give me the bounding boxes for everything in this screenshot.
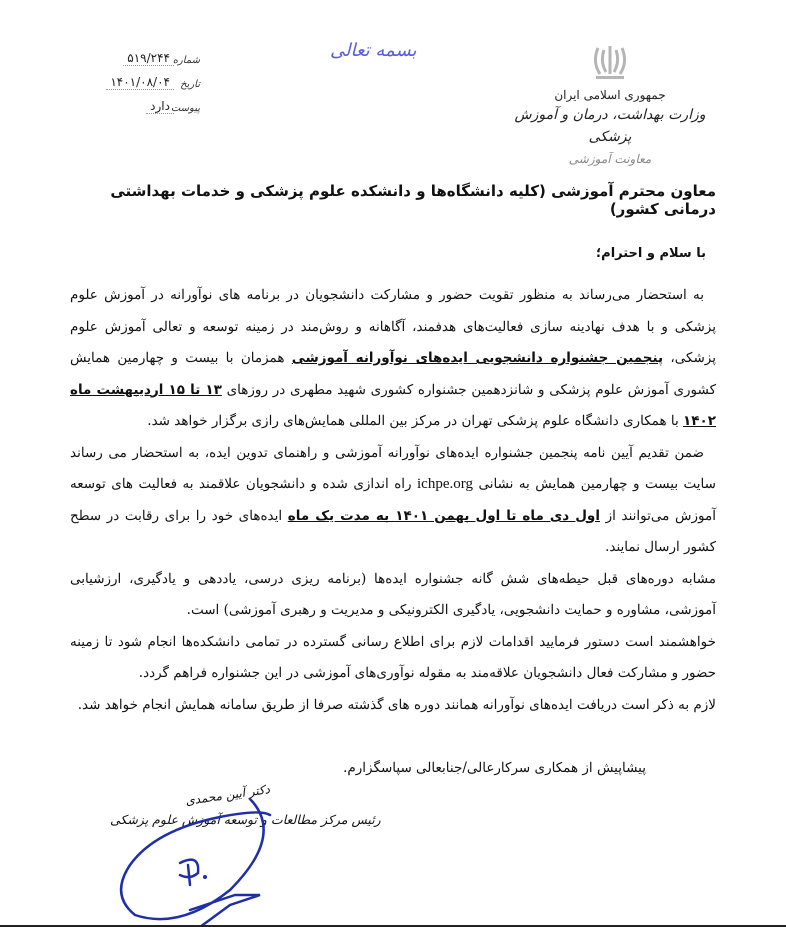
meta-value: ۵۱۹/۲۴۴ — [123, 51, 174, 66]
text: همزمان با بیست و چهارمین همایش کشوری آموزش علوم پزشکی و شانزدهمین جشنواره کشوری شهید مطهری در روزهای — [70, 350, 716, 398]
ministry-line-deputy: معاونت آموزشی — [568, 152, 652, 166]
text: با همکاری دانشگاه علوم پزشکی تهران در مرکز بین المللی همایش‌های رازی برگزار خواهد شد. — [147, 413, 684, 429]
festival-name: پنجمین جشنواره دانشجویی ایده‌های نوآورانه آموزشی — [291, 350, 664, 366]
greeting: با سلام و احترام؛ — [595, 246, 706, 261]
meta-value: ۱۴۰۱/۰۸/۰۴ — [106, 75, 174, 90]
signatory-title: رئیس مرکز مطالعات و توسعه آموزش علوم پزشکی — [110, 812, 381, 827]
meta-value: دارد — [146, 99, 174, 114]
text: به استحضار می‌رساند به منظور تقویت حضور و مشارکت دانشجویان در برنامه های نوآورانه در آموزش علوم پزشکی و با هدف نهادینه سازی فعالیت‌های هدفمند، آگاهانه و روش‌مند در زمینه توسعه و تعالی آموزش علوم پزشکی، — [70, 287, 716, 366]
paragraph-5: لازم به ذکر است دریافت ایده‌های نوآورانه همانند دوره های گذشته صرفا از طریق سامانه همایش انجام خواهد شد. — [77, 696, 716, 713]
signatory-name: دکتر آیین محمدی — [184, 782, 271, 808]
bismillah: بسمه تعالی — [330, 40, 417, 61]
text: ضمن تقدیم آیین نامه پنجمین جشنواره ایده‌های نوآورانه آموزشی و راهنمای تدوین ایده، به استحضار می رساند سایت بیست و چهارمین همایش به نشانی — [70, 444, 716, 492]
paragraph-2 — [70, 438, 716, 564]
ministry-header — [500, 40, 720, 170]
addressee: معاون محترم آموزشی (کلیه دانشگاه‌ها و دانشکده علوم پزشکی و خدمات بهداشتی درمانی کشور) — [110, 182, 716, 218]
reference-fields — [90, 42, 200, 114]
paragraph-3: مشابه دوره‌های قبل حیطه‌های شش گانه جشنواره ایده‌ها (برنامه ریزی درسی، یاددهی و یادگیری، ارزشیابی آموزشی، مشاوره و حمایت دانشجویی، یادگیری الکترونیکی و مدیریت و رهبری آموزشی) است. — [70, 570, 716, 618]
closing-line: پیشاپیش از همکاری سرکارعالی/جنابعالی سپاسگزارم. — [343, 760, 646, 776]
iran-emblem-icon — [590, 40, 630, 84]
website-link[interactable]: ichpe.org — [417, 476, 473, 492]
meta-label: تاریخ — [180, 79, 200, 90]
event-dates: ۱۳ تا ۱۵ اردیبهشت ماه ۱۴۰۲ — [70, 381, 716, 429]
handwritten-signature — [110, 795, 290, 927]
ministry-line-republic: جمهوری اسلامی ایران — [554, 88, 666, 102]
letter-body — [70, 280, 716, 721]
meta-date — [90, 66, 200, 90]
meta-label: پیوست — [170, 103, 200, 114]
ministry-line-ministry: وزارت بهداشت، درمان و آموزش پزشکی — [514, 107, 706, 145]
paragraph-1 — [70, 280, 716, 438]
submission-period: اول دی ماه تا اول بهمن ۱۴۰۱ به مدت یک ماه — [287, 507, 600, 524]
text: راه اندازی شده و دانشجویان علاقمند به فعالیت های توسعه آموزش می‌توانند از — [70, 476, 716, 524]
paragraph-4: خواهشمند است دستور فرمایید اقدامات لازم برای اطلاع رسانی گسترده در تمامی دانشکده‌ها انجام شود تا زمینه حضور و مشارکت فعال دانشجویان علاقه‌مند به مقوله نوآوری‌های آموزشی در این جشنواره فراهم گردد. — [70, 633, 716, 681]
meta-attachment — [90, 90, 200, 114]
meta-number — [90, 42, 200, 66]
meta-label: شماره — [172, 55, 200, 66]
text: ایده‌های خود را برای رقابت در سطح کشور ارسال نمایند. — [70, 507, 716, 555]
